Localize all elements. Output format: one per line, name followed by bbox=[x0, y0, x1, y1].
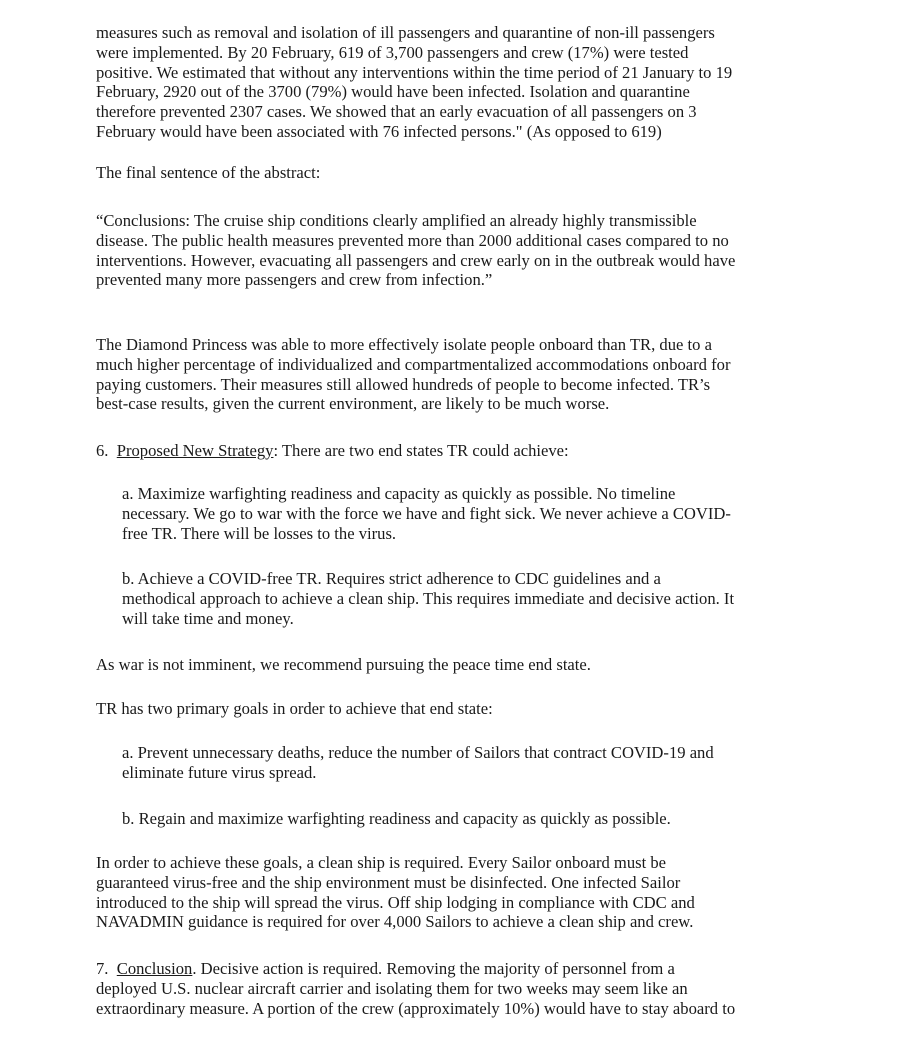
section-number: 7. bbox=[96, 959, 109, 978]
goals-intro-text: TR has two primary goals in order to achieve that end state: bbox=[96, 699, 493, 718]
section-title: Proposed New Strategy bbox=[116, 441, 274, 460]
section-7 bbox=[96, 959, 735, 1018]
recommendation bbox=[96, 655, 591, 675]
section-7-lines bbox=[96, 979, 735, 1019]
text-line: guaranteed virus-free and the ship environment must be disinfected. One infected Sailor bbox=[96, 872, 681, 892]
text-line: were implemented. By 20 February, 619 of 3,700 passengers and crew (17%) were tested bbox=[96, 42, 689, 62]
text-line: best-case results, given the current environment, are likely to be much worse. bbox=[96, 394, 610, 414]
section-text: . Decisive action is required. Removing the majority of personnel from a bbox=[192, 959, 675, 978]
text-line: necessary. We go to war with the force we have and fight sick. We never achieve a COVID- bbox=[122, 503, 731, 523]
text-line: February would have been associated with 76 infected persons." (As opposed to 619) bbox=[96, 121, 662, 141]
text-line: positive. We estimated that without any interventions within the time period of 21 January to 19 bbox=[96, 62, 733, 82]
text-line: much higher percentage of individualized and compartmentalized accommodations onboard for bbox=[96, 354, 731, 374]
text-line: interventions. However, evacuating all passengers and crew early on in the outbreak would have bbox=[96, 250, 736, 270]
text-line: a. Prevent unnecessary deaths, reduce the number of Sailors that contract COVID-19 and bbox=[122, 743, 714, 762]
paragraph-clean-ship bbox=[96, 853, 695, 932]
text-line: prevented many more passengers and crew from infection.” bbox=[96, 270, 493, 290]
goal-b bbox=[122, 809, 671, 829]
text-line: In order to achieve these goals, a clean ship is required. Every Sailor onboard must be bbox=[96, 853, 666, 872]
paragraph-outbreak-results bbox=[96, 23, 732, 142]
text-line: introduced to the ship will spread the virus. Off ship lodging in compliance with CDC and bbox=[96, 892, 695, 912]
paragraph-abstract-conclusion bbox=[96, 211, 735, 290]
text-line: NAVADMIN guidance is required for over 4,000 Sailors to achieve a clean ship and crew. bbox=[96, 912, 694, 932]
section-title: Conclusion bbox=[116, 959, 193, 978]
text-line: The Diamond Princess was able to more effectively isolate people onboard than TR, due to a bbox=[96, 335, 712, 354]
text-line: deployed U.S. nuclear aircraft carrier and isolating them for two weeks may seem like an bbox=[96, 978, 688, 998]
text-line: eliminate future virus spread. bbox=[122, 762, 317, 782]
goals-intro bbox=[96, 699, 493, 719]
text-line: free TR. There will be losses to the virus. bbox=[122, 523, 397, 543]
text-line: b. Achieve a COVID-free TR. Requires strict adherence to CDC guidelines and a bbox=[122, 569, 661, 588]
end-state-b bbox=[122, 569, 734, 628]
paragraph-diamond-princess bbox=[96, 335, 730, 414]
text-line: The final sentence of the abstract: bbox=[96, 163, 321, 182]
text-line: paying customers. Their measures still allowed hundreds of people to become infected. TR’s bbox=[96, 374, 711, 394]
end-state-a bbox=[122, 484, 731, 543]
text-line: measures such as removal and isolation of ill passengers and quarantine of non-ill passengers bbox=[96, 23, 715, 42]
text-line: will take time and money. bbox=[122, 608, 294, 628]
paragraph-abstract-intro bbox=[96, 163, 320, 183]
text-line: disease. The public health measures prevented more than 2000 additional cases compared to no bbox=[96, 230, 729, 250]
section-text: : There are two end states TR could achieve: bbox=[273, 441, 569, 460]
text-line: February, 2920 out of the 3700 (79%) would have been infected. Isolation and quarantine bbox=[96, 82, 690, 102]
text-line: a. Maximize warfighting readiness and capacity as quickly as possible. No timeline bbox=[122, 484, 676, 503]
text-line: therefore prevented 2307 cases. We showed that an early evacuation of all passengers on 3 bbox=[96, 102, 697, 122]
section-number: 6. bbox=[96, 441, 109, 460]
text-line: methodical approach to achieve a clean ship. This requires immediate and decisive action. It bbox=[122, 588, 735, 608]
text-line: “Conclusions: The cruise ship conditions clearly amplified an already highly transmissible bbox=[96, 211, 697, 230]
recommendation-text: As war is not imminent, we recommend pursuing the peace time end state. bbox=[96, 655, 591, 674]
section-6-heading bbox=[96, 441, 569, 461]
text-line: b. Regain and maximize warfighting readiness and capacity as quickly as possible. bbox=[122, 809, 671, 828]
goal-a bbox=[122, 743, 714, 783]
text-line: extraordinary measure. A portion of the crew (approximately 10%) would have to stay aboard to bbox=[96, 998, 736, 1018]
